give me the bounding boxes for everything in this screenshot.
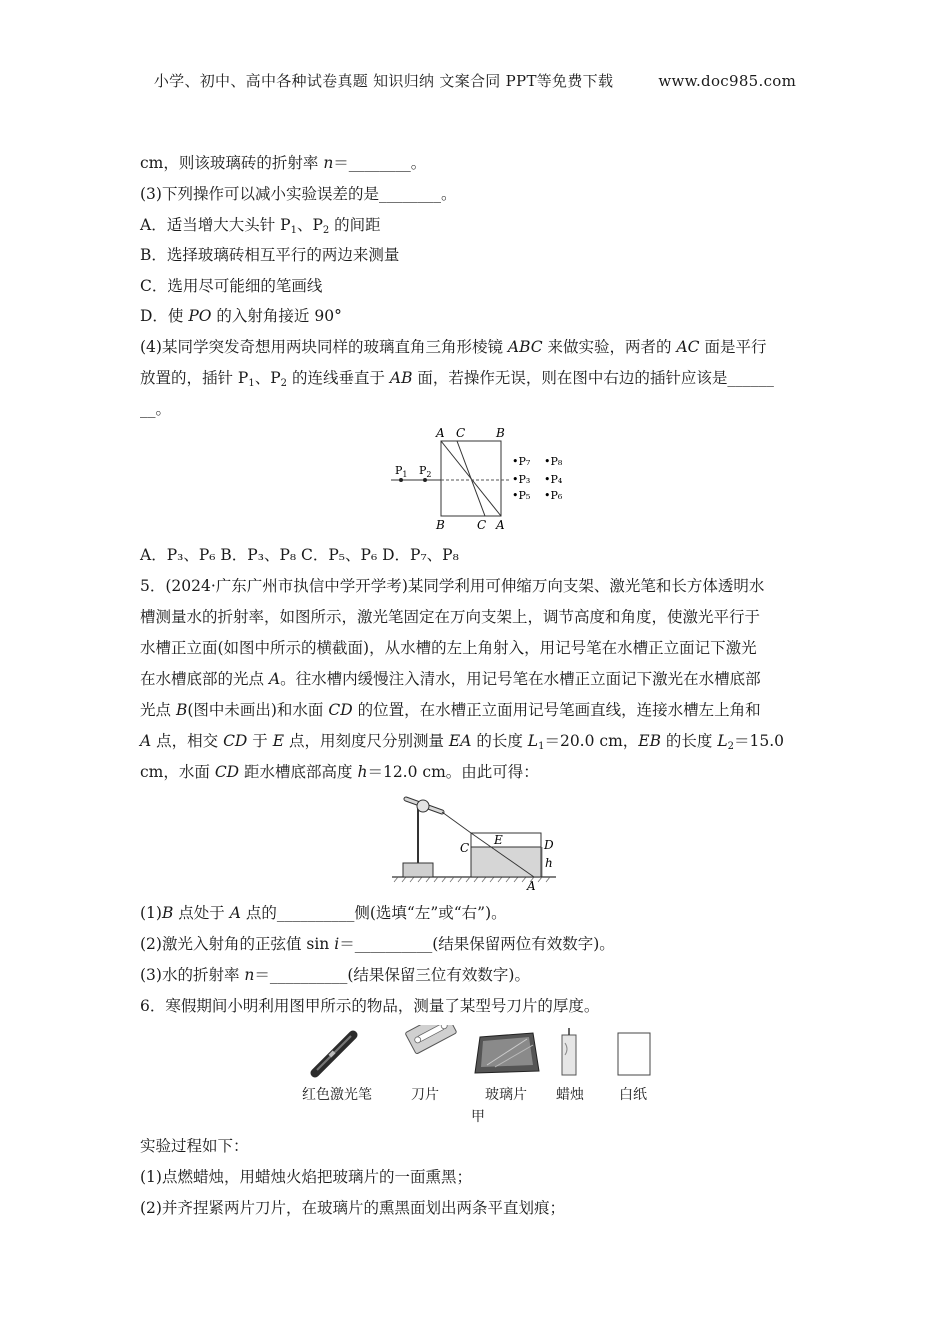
item-label-blade: 刀片: [411, 1087, 439, 1103]
stand-base: [403, 863, 433, 877]
label-c: C: [460, 841, 470, 855]
label-e: E: [494, 833, 503, 847]
q5-line4: 在水槽底部的光点 A。往水槽内缓慢注入清水，用记号笔在水槽正立面记下激光在水槽底部: [140, 670, 761, 688]
q5-line7: cm，水面 CD 距水槽底部高度 h＝12.0 cm。由此可得：: [140, 763, 539, 781]
label-p1: $P_1$: [395, 464, 408, 479]
pin-p5: •P₅: [512, 489, 531, 502]
q5-sub2: (2)激光入射角的正弦值 sin i＝__________(结果保留两位有效数字)。: [140, 935, 615, 953]
blade-icon: [405, 1025, 457, 1054]
q5-sub1: (1)B 点处于 A 点的__________侧(选填“左”或“右”)。: [140, 904, 507, 922]
label-a-bot: A: [496, 518, 505, 532]
q6-process: 实验过程如下：: [140, 1137, 249, 1155]
page-header: [0, 70, 950, 91]
item-label-candle: 蜡烛: [556, 1087, 584, 1103]
item-label-paper: 白纸: [619, 1087, 647, 1103]
item-label-glass: 玻璃片: [485, 1087, 527, 1103]
q4-option-c: C．选用尽可能细的笔画线: [140, 277, 323, 295]
pin-p8: •P₈: [544, 455, 563, 468]
q5-line5: 光点 B(图中未画出)和水面 CD 的位置，在水槽正立面用记号笔画直线，连接水槽左上角和: [140, 701, 761, 719]
pin-p7: •P₇: [512, 455, 531, 468]
label-d: D: [544, 838, 554, 852]
q5-sub3: (3)水的折射率 n＝__________(结果保留三位有效数字)。: [140, 966, 530, 984]
q4-answer-options: A．P₃、P₆ B．P₃、P₈ C．P₅、P₆ D．P₇、P₈: [140, 546, 459, 564]
q5-line6: A 点，相交 CD 于 E 点，用刻度尺分别测量 EA 的长度 $L_1=20.0$ cm，EB 的长度 $L_2=15.0$: [140, 732, 785, 752]
label-p2: $P_2$: [419, 464, 432, 479]
joint-knob: [417, 800, 429, 812]
candle-icon: [562, 1028, 576, 1075]
header-url[interactable]: www.doc985.com: [658, 72, 797, 90]
label-c-top: C: [456, 426, 466, 440]
q4-part4-line1: (4)某同学突发奇想用两块同样的玻璃直角三角形棱镜 ABC 来做实验，两者的 AC 面是平行: [140, 338, 767, 356]
q4-part4-line2: 放置的，插针 $P_1$、$P_2$ 的连线垂直于 AB 面，若操作无误，则在图中右边的插针应该是______: [140, 369, 774, 389]
label-a-top: A: [436, 426, 445, 440]
figure-caption-jia: 甲: [471, 1109, 485, 1125]
q4-part4-line3: __。: [140, 400, 172, 418]
water-tank-figure: [390, 785, 560, 895]
q4-part3: (3)下列操作可以减小实验误差的是________。: [140, 185, 457, 203]
q5-source: 广东广州市执信中学开学考: [215, 577, 402, 595]
laser-ray-air: [442, 812, 471, 833]
white-paper-icon: [618, 1033, 650, 1075]
label-a: A: [527, 879, 536, 893]
items-figure: [295, 1025, 665, 1085]
q6-intro: 6．寒假期间小明利用图甲所示的物品，测量了某型号刀片的厚度。: [140, 997, 600, 1015]
q6-step2: (2)并齐捏紧两片刀片，在玻璃片的熏黑面划出两条平直划痕；: [140, 1199, 565, 1217]
label-b-top: B: [496, 426, 505, 440]
label-c-bot: C: [477, 518, 487, 532]
q4-option-d: D．使 PO 的入射角接近 90°: [140, 307, 342, 325]
q4-option-a: A．适当增大大头针 $P_1$、$P_2$ 的间距: [140, 216, 381, 236]
pin-p3: •P₃: [512, 473, 531, 486]
glass-plate-icon: [475, 1033, 539, 1073]
q4-option-b: B．选择玻璃砖相互平行的两边来测量: [140, 246, 400, 264]
item-label-laser: 红色激光笔: [302, 1087, 372, 1103]
q4-line-cm: cm，则该玻璃砖的折射率 n＝________。: [140, 154, 427, 172]
pin-p4: •P₄: [544, 473, 563, 486]
label-h: h: [545, 856, 553, 870]
q5-line3: 水槽正立面(如图中所示的横截面)，从水槽的左上角射入，用记号笔在水槽正立面记下激光: [140, 639, 757, 657]
header-text: 小学、初中、高中各种试卷真题 知识归纳 文案合同 PPT等免费下载: [153, 72, 614, 90]
q5-line1: 5．(2024·广东广州市执信中学开学考)某同学利用可伸缩万向支架、激光笔和长方体透明水: [140, 577, 765, 595]
tank-water: [471, 847, 541, 877]
prism-figure: [385, 425, 575, 537]
laser-pen-icon: [315, 1035, 353, 1073]
pin-p6: •P₆: [544, 489, 563, 502]
q5-line2: 槽测量水的折射率，如图所示，激光笔固定在万向支架上，调节高度和角度，使激光平行于: [140, 608, 761, 626]
q6-step1: (1)点燃蜡烛，用蜡烛火焰把玻璃片的一面熏黑；: [140, 1168, 472, 1186]
prism-diagonal-2: [457, 441, 485, 516]
label-b-bot: B: [436, 518, 445, 532]
